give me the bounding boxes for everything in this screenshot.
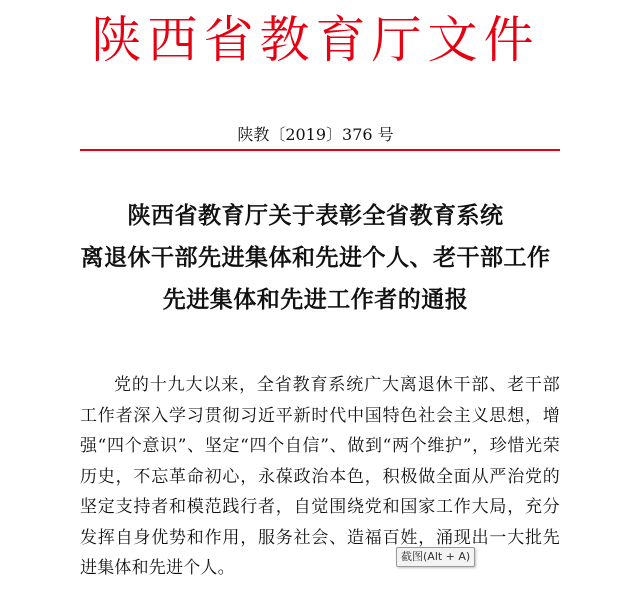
red-separator-line bbox=[80, 149, 560, 151]
title-line-2: 离退休干部先进集体和先进个人、老干部工作 bbox=[80, 244, 551, 271]
body-paragraph: 党的十九大以来，全省教育系统广大离退休干部、老干部工作者深入学习贯彻习近平新时代中国特色社会主义思想，增强“四个意识”、坚定“四个自信”、做到“两个维护”，珍惜光荣历史，不忘革命初心，永葆政治本色，积极做全面从严治党的坚定支持者和模范践行者，自觉围绕党和国家工作大局，充分发挥自身优势和作用，服务社会、造福百姓，涌现出一大批先进集体和先进个人。 bbox=[80, 375, 560, 578]
screenshot-tooltip: 截图(Alt + A) bbox=[396, 547, 475, 567]
title-line-1: 陕西省教育厅关于表彰全省教育系统 bbox=[127, 202, 504, 229]
document-masthead: 陕西省教育厅文件 bbox=[91, 11, 540, 69]
title-line-3: 先进集体和先进工作者的通报 bbox=[162, 286, 469, 313]
document-number: 陕教〔2019〕376 号 bbox=[237, 125, 394, 144]
document-title bbox=[40, 195, 591, 321]
